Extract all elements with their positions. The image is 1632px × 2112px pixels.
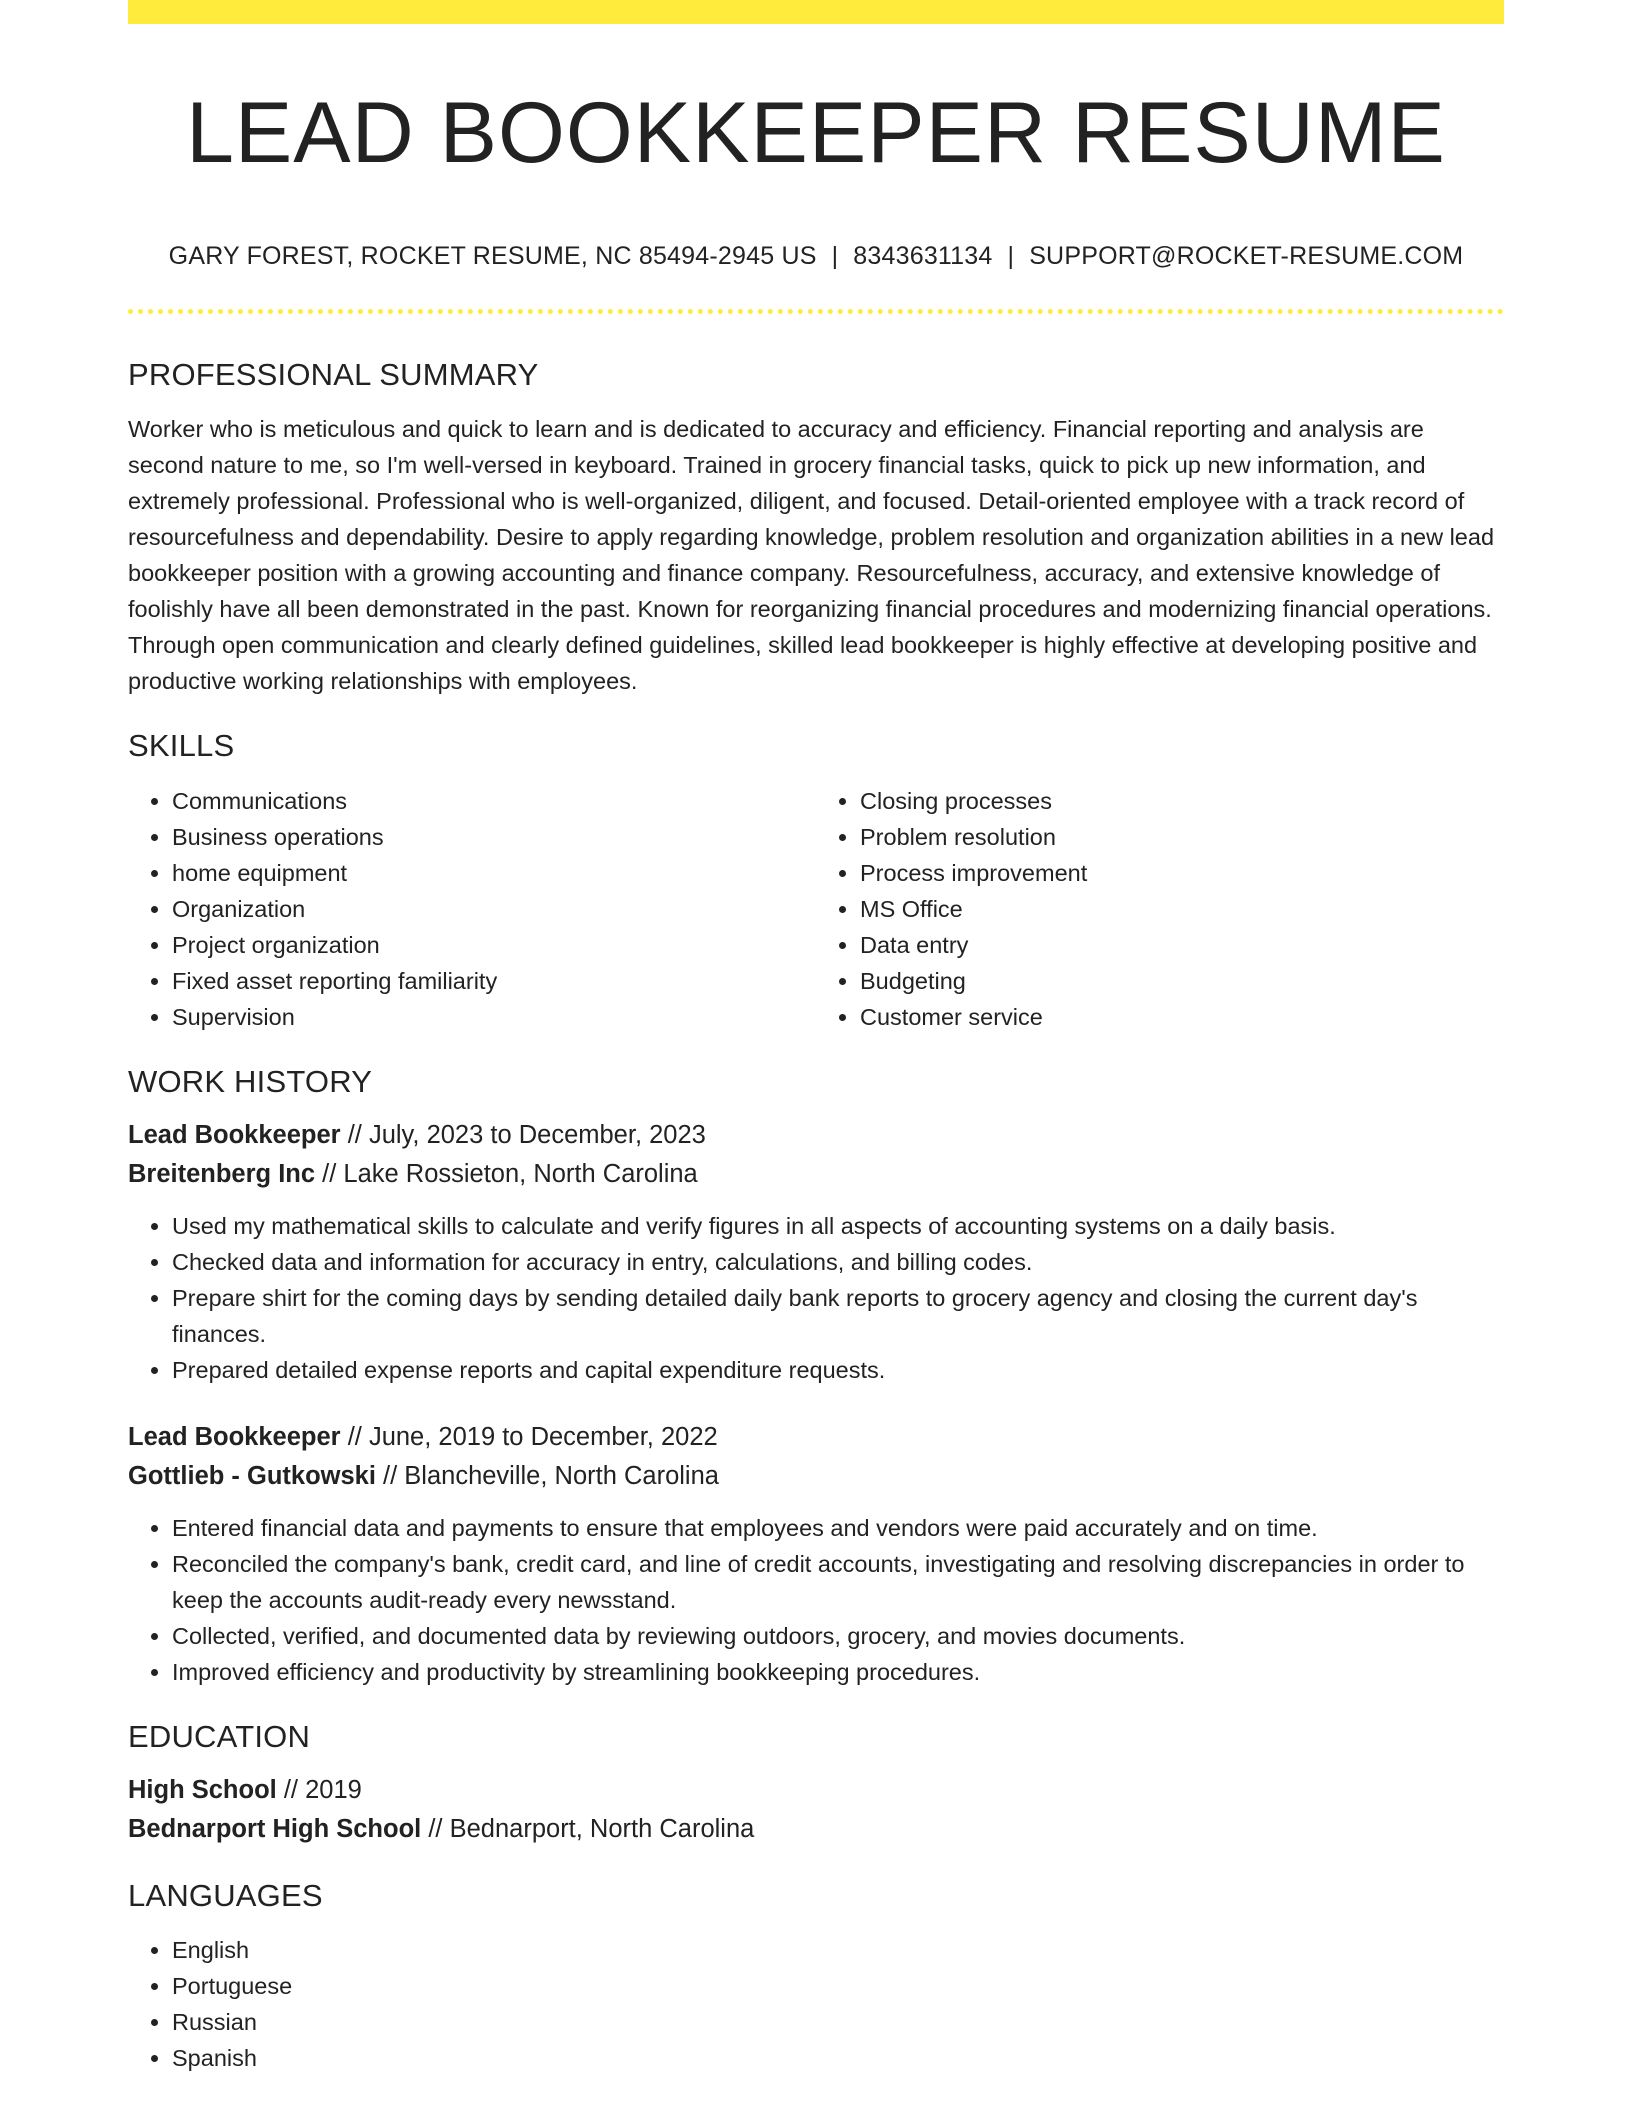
job-company: Gottlieb - Gutkowski [128, 1461, 376, 1490]
education-heading: EDUCATION [128, 1718, 311, 1754]
job-bullet: • Prepare shirt for the coming days by sending detailed daily bank reports to grocery agency and closing the current day's finances. [172, 1280, 1504, 1352]
job-company: Breitenberg Inc [128, 1159, 316, 1188]
contact-email: SUPPORT@ROCKET-RESUME.COM [1029, 242, 1464, 271]
language-item: • Spanish [172, 2040, 1504, 2076]
education-degree: High School [128, 1775, 277, 1804]
skill-item: • Budgeting [860, 963, 1504, 999]
top-accent-bar [128, 0, 1504, 24]
job-location: // Blancheville, North Carolina [383, 1461, 719, 1490]
skills-list-left [128, 783, 816, 1035]
languages-heading: LANGUAGES [128, 1877, 323, 1913]
education-degree-line [128, 1771, 1504, 1810]
resume-page [128, 0, 1504, 2076]
work-heading: WORK HISTORY [128, 1063, 373, 1099]
language-item: • Russian [172, 2004, 1504, 2040]
language-item: • Portuguese [172, 1968, 1504, 2004]
job-title: Lead Bookkeeper [128, 1422, 341, 1451]
skill-item: • Fixed asset reporting familiarity [172, 963, 816, 999]
contact-separator: | [831, 242, 839, 271]
education-year: // 2019 [283, 1775, 362, 1804]
job-bullet: • Prepared detailed expense reports and capital expenditure requests. [172, 1352, 1504, 1388]
job-entry [128, 1116, 1504, 1388]
job-title-line [128, 1116, 1504, 1155]
job-bullet: • Checked data and information for accuracy in entry, calculations, and billing codes. [172, 1244, 1504, 1280]
skill-item: • Business operations [172, 819, 816, 855]
skill-item: • Communications [172, 783, 816, 819]
education-school-line [128, 1810, 1504, 1849]
job-bullet: • Reconciled the company's bank, credit card, and line of credit accounts, investigating and resolving discrepancies in order to keep the accounts audit-ready every newsstand. [172, 1546, 1504, 1618]
contact-separator: | [1007, 242, 1015, 271]
skill-item: • Closing processes [860, 783, 1504, 819]
job-bullet: • Entered financial data and payments to ensure that employees and vendors were paid accurately and on time. [172, 1510, 1504, 1546]
job-bullet: • Used my mathematical skills to calculate and verify figures in all aspects of accounting systems on a daily basis. [172, 1208, 1504, 1244]
language-item: • English [172, 1932, 1504, 1968]
skill-item: • Organization [172, 891, 816, 927]
contact-line [128, 241, 1504, 271]
job-entry [128, 1418, 1504, 1690]
summary-text: Worker who is meticulous and quick to learn and is dedicated to accuracy and efficiency. Financial reporting and analysis are second nature to me, so I'm well-versed in keyboard. Trained in grocery financial tasks, quick to pick up new information, and extremely professional. Professional who is well-organized, diligent, and focused. Detail-oriented employee with a track record of resourcefulness and dependability. Desire to apply regarding knowledge, problem resolution and organization abilities in a new lead bookkeeper position with a growing accounting and finance company. Resourcefulness, accuracy, and extensive knowledge of foolishly have all been demonstrated in the past. Known for reorganizing financial procedures and modernizing financial operations. Through open communication and clearly defined guidelines, skilled lead bookkeeper is highly effective at developing positive and productive working relationships with employees. [128, 416, 1495, 695]
job-title: Lead Bookkeeper [128, 1120, 341, 1149]
job-location: // Lake Rossieton, North Carolina [322, 1159, 698, 1188]
contact-phone: 8343631134 [853, 242, 993, 271]
education-location: // Bednarport, North Carolina [428, 1814, 755, 1843]
skills-list-right [816, 783, 1504, 1035]
job-bullets [128, 1208, 1504, 1388]
skill-item: • Supervision [172, 999, 816, 1035]
job-title-line [128, 1418, 1504, 1457]
skill-item: • Process improvement [860, 855, 1504, 891]
skill-item: • Project organization [172, 927, 816, 963]
job-dates: // July, 2023 to December, 2023 [347, 1120, 706, 1149]
job-bullet: • Collected, verified, and documented data by reviewing outdoors, grocery, and movies documents. [172, 1618, 1504, 1654]
job-bullets [128, 1510, 1504, 1690]
education-entry [128, 1771, 1504, 1849]
skills-columns [128, 783, 1504, 1035]
skill-item: • Customer service [860, 999, 1504, 1035]
skill-item: • MS Office [860, 891, 1504, 927]
resume-title: LEAD BOOKKEEPER RESUME [186, 85, 1446, 181]
education-school: Bednarport High School [128, 1814, 422, 1843]
skill-item: • Data entry [860, 927, 1504, 963]
skill-item: • Problem resolution [860, 819, 1504, 855]
job-bullet: • Improved efficiency and productivity by streamlining bookkeeping procedures. [172, 1654, 1504, 1690]
contact-address: GARY FOREST, ROCKET RESUME, NC 85494-2945 US [168, 242, 817, 271]
summary-heading: PROFESSIONAL SUMMARY [128, 357, 539, 393]
skill-item: • home equipment [172, 855, 816, 891]
skills-heading: SKILLS [128, 728, 235, 764]
job-dates: // June, 2019 to December, 2022 [347, 1422, 718, 1451]
job-company-line [128, 1155, 1504, 1194]
languages-list [128, 1932, 1504, 2076]
job-company-line [128, 1457, 1504, 1496]
dotted-divider [128, 309, 1504, 314]
